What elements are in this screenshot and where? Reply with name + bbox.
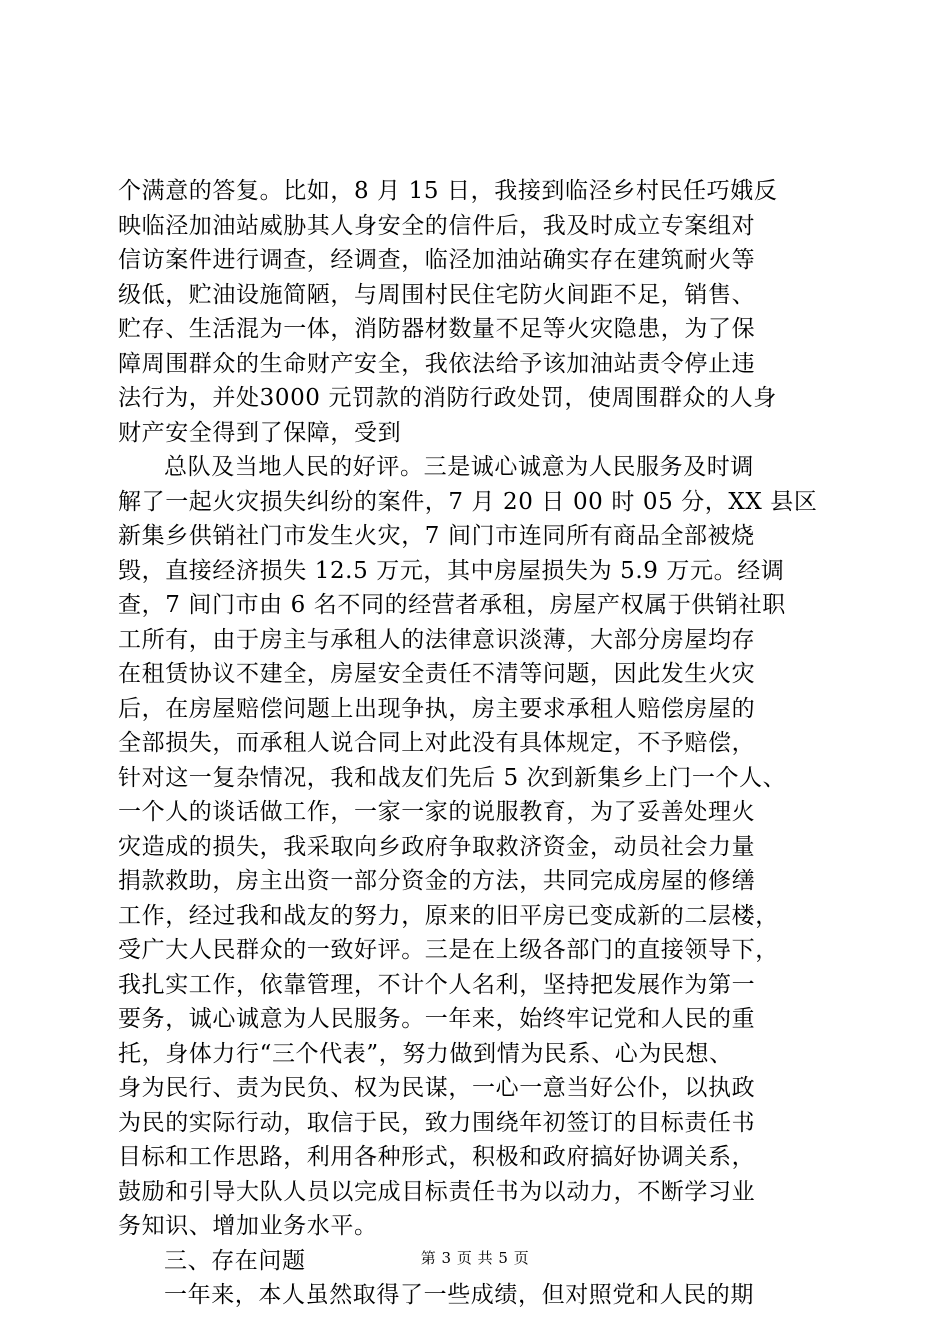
text-line: 鼓励和引导大队人员以完成目标责任书为以动力，不断学习业 <box>118 1178 756 1205</box>
text-line: 针对这一复杂情况，我和战友们先后 5 次到新集乡上门一个人、 <box>118 764 787 791</box>
text-line: 个满意的答复。比如，8 月 15 日，我接到临泾乡村民任巧娥反 <box>118 178 778 204</box>
text-line: 法行为，并处3000 元罚款的消防行政处罚，使周围群众的人身 <box>118 385 777 411</box>
section-heading: 三、存在问题 <box>164 1247 306 1274</box>
text-line: 为民的实际行动，取信于民，致力围绕年初签订的目标责任书 <box>118 1109 756 1136</box>
text-line: 障周围群众的生命财产安全，我依法给予该加油站责令停止违 <box>118 350 756 377</box>
text-line: 在租赁协议不建全，房屋安全责任不清等问题，因此发生火灾 <box>118 661 756 687</box>
text-line: 解了一起火灾损失纠纷的案件，7 月 20 日 00 时 05 分，XX 县区 <box>118 488 818 515</box>
text-line: 要务，诚心诚意为人民服务。一年来，始终牢记党和人民的重 <box>118 1006 756 1032</box>
text-line: 查，7 间门市由 6 名不同的经营者承租，房屋产权属于供销社职 <box>118 592 786 618</box>
text-line: 一个人的谈话做工作，一家一家的说服教育，为了妥善处理火 <box>118 799 756 825</box>
text-line: 灾造成的损失，我采取向乡政府争取救济资金，动员社会力量 <box>118 833 756 860</box>
text-line: 受广大人民群众的一致好评。三是在上级各部门的直接领导下， <box>118 937 779 963</box>
text-line: 我扎实工作，依靠管理，不计个人名利，坚持把发展作为第一 <box>118 971 756 998</box>
text-line: 务知识、增加业务水平。 <box>118 1213 378 1239</box>
text-line: 工所有，由于房主与承租人的法律意识淡薄，大部分房屋均存 <box>118 626 756 653</box>
text-line: 级低，贮油设施简陋，与周围村民住宅防火间距不足，销售、 <box>118 281 756 308</box>
text-line: 贮存、生活混为一体，消防器材数量不足等火灾隐患，为了保 <box>118 316 756 342</box>
text-line: 捐款救助，房主出资一部分资金的方法，共同完成房屋的修缮 <box>118 868 756 894</box>
text-line: 托，身体力行“三个代表”，努力做到情为民系、心为民想、 <box>118 1040 733 1067</box>
text-line: 信访案件进行调查，经调查，临泾加油站确实存在建筑耐火等 <box>118 247 756 273</box>
text-line: 目标和工作思路，利用各种形式，积极和政府搞好协调关系， <box>118 1144 756 1170</box>
page-footer: 第 3 页 共 5 页 <box>420 1249 530 1267</box>
paragraph-start-line: 总队及当地人民的好评。三是诚心诚意为人民服务及时调 <box>164 454 754 480</box>
document-body <box>118 174 834 1313</box>
text-line: 工作，经过我和战友的努力，原来的旧平房已变成新的二层楼， <box>118 902 779 929</box>
text-line: 身为民行、责为民负、权为民谋，一心一意当好公仆，以执政 <box>118 1075 756 1101</box>
paragraph-start-line: 一年来，本人虽然取得了一些成绩，但对照党和人民的期 <box>164 1282 754 1308</box>
text-line: 财产安全得到了保障，受到 <box>118 419 402 446</box>
text-line: 后，在房屋赔偿问题上出现争执，房主要求承租人赔偿房屋的 <box>118 695 756 722</box>
text-line: 映临泾加油站威胁其人身安全的信件后，我及时成立专案组对 <box>118 212 756 239</box>
text-line: 新集乡供销社门市发生火灾，7 间门市连同所有商品全部被烧 <box>118 523 755 549</box>
text-line: 全部损失，而承租人说合同上对此没有具体规定，不予赔偿， <box>118 730 756 756</box>
text-line: 毁，直接经济损失 12.5 万元，其中房屋损失为 5.9 万元。经调 <box>118 557 785 584</box>
